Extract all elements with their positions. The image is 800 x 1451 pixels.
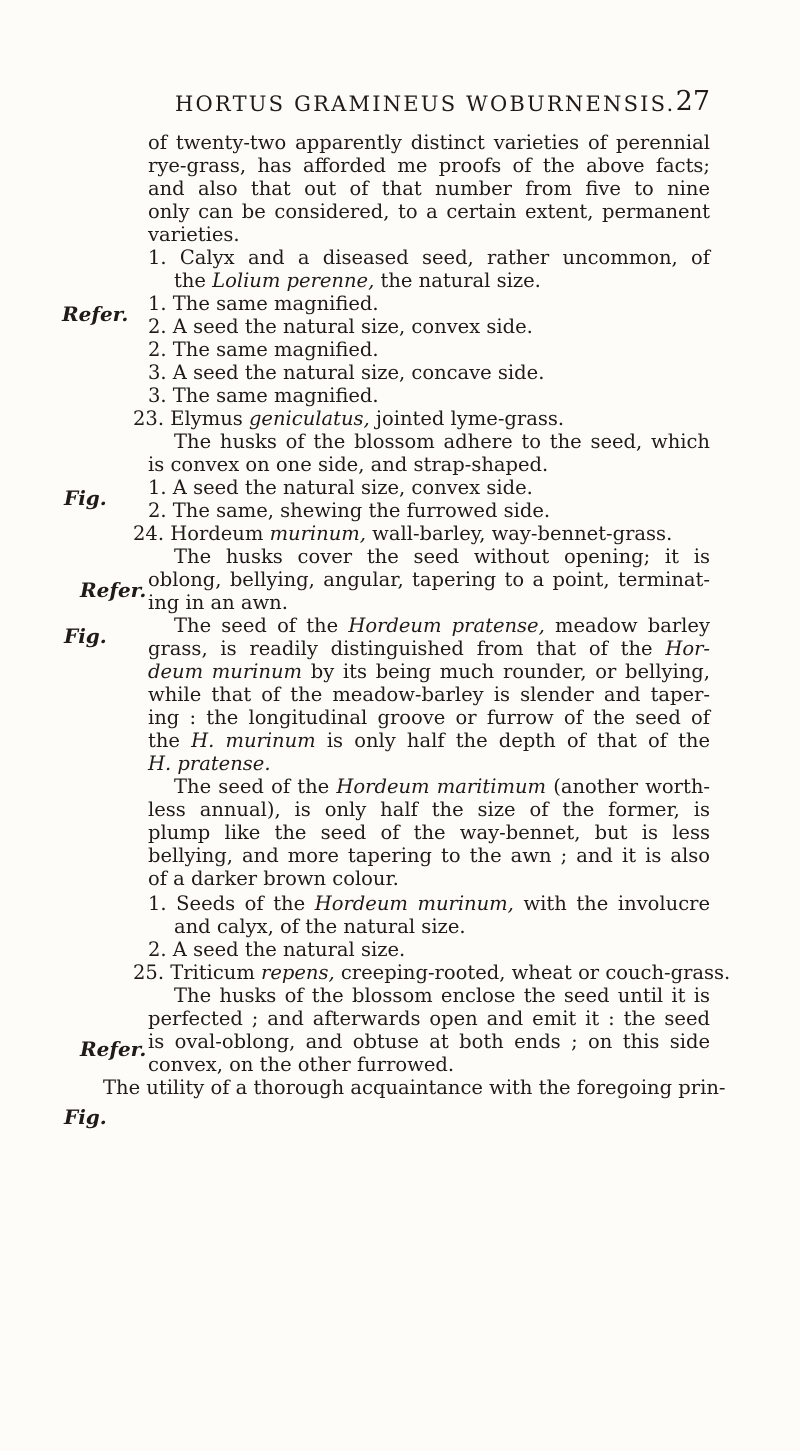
text-line: 1. The same magnified.	[148, 292, 379, 315]
text-line: The husks of the blossom adhere to the seed, which	[174, 430, 710, 453]
text-line: oblong, bellying, angular, tapering to a point, terminat-	[148, 568, 710, 591]
margin-label-refer: Refer.	[62, 302, 129, 326]
margin-label-fig: Fig.	[64, 486, 107, 510]
text-line: 3. A seed the natural size, concave side.	[148, 361, 545, 384]
text-line: 23. Elymus geniculatus, jointed lyme-grass.	[133, 407, 565, 430]
text-line: the H. murinum is only half the depth of that of the	[148, 729, 710, 752]
text-line: grass, is readily distinguished from that of the Hor-	[148, 637, 710, 660]
margin-label-refer: Refer.	[80, 578, 147, 602]
text-line: while that of the meadow-barley is slender and taper-	[148, 683, 710, 706]
text-line: rye-grass, has afforded me proofs of the above facts;	[148, 154, 710, 177]
text-line: The husks cover the seed without opening; it is	[174, 545, 710, 568]
text-line: 24. Hordeum murinum, wall-barley, way-bennet-grass.	[133, 522, 673, 545]
text-line: varieties.	[148, 223, 240, 246]
text-line: perfected ; and afterwards open and emit it : the seed	[148, 1007, 710, 1030]
text-line: 1. Calyx and a diseased seed, rather uncommon, of	[148, 246, 710, 269]
text-line: plump like the seed of the way-bennet, but is less	[148, 821, 710, 844]
text-line: convex, on the other furrowed.	[148, 1053, 455, 1076]
margin-label-fig: Fig.	[64, 624, 107, 648]
text-line: 2. The same magnified.	[148, 338, 379, 361]
running-title: HORTUS GRAMINEUS WOBURNENSIS.	[175, 92, 676, 116]
text-line: The seed of the Hordeum pratense, meadow barley	[174, 614, 710, 637]
text-line: 3. The same magnified.	[148, 384, 379, 407]
text-line: is oval-oblong, and obtuse at both ends ; on this side	[148, 1030, 710, 1053]
text-line: H. pratense.	[148, 752, 271, 775]
text-line: ing in an awn.	[148, 591, 288, 614]
margin-label-refer: Refer.	[80, 1037, 147, 1061]
text-line: is convex on one side, and strap-shaped.	[148, 453, 549, 476]
margin-label-fig: Fig.	[64, 1105, 107, 1129]
text-line: deum murinum by its being much rounder, or bellying,	[148, 660, 710, 683]
text-line: The seed of the Hordeum maritimum (another worth-	[174, 775, 710, 798]
page-number: 27	[675, 86, 710, 117]
text-line: less annual), is only half the size of the former, is	[148, 798, 710, 821]
text-line: and calyx, of the natural size.	[174, 915, 466, 938]
text-line: The husks of the blossom enclose the seed until it is	[174, 984, 710, 1007]
text-line: of twenty-two apparently distinct varieties of perennial	[148, 131, 710, 154]
text-line: of a darker brown colour.	[148, 867, 399, 890]
text-line: 1. A seed the natural size, convex side.	[148, 476, 533, 499]
text-line: and also that out of that number from five to nine	[148, 177, 710, 200]
text-line: bellying, and more tapering to the awn ; and it is also	[148, 844, 710, 867]
text-line: 25. Triticum repens, creeping-rooted, wheat or couch-grass.	[133, 961, 731, 984]
text-line: 2. The same, shewing the furrowed side.	[148, 499, 551, 522]
text-line: only can be considered, to a certain extent, permanent	[148, 200, 710, 223]
text-line: the Lolium perenne, the natural size.	[174, 269, 541, 292]
text-line: 2. A seed the natural size, convex side.	[148, 315, 533, 338]
text-line: The utility of a thorough acquaintance with the foregoing prin-	[103, 1076, 726, 1099]
text-line: 1. Seeds of the Hordeum murinum, with the involucre	[148, 892, 710, 915]
text-line: 2. A seed the natural size.	[148, 938, 406, 961]
text-line: ing : the longitudinal groove or furrow of the seed of	[148, 706, 710, 729]
